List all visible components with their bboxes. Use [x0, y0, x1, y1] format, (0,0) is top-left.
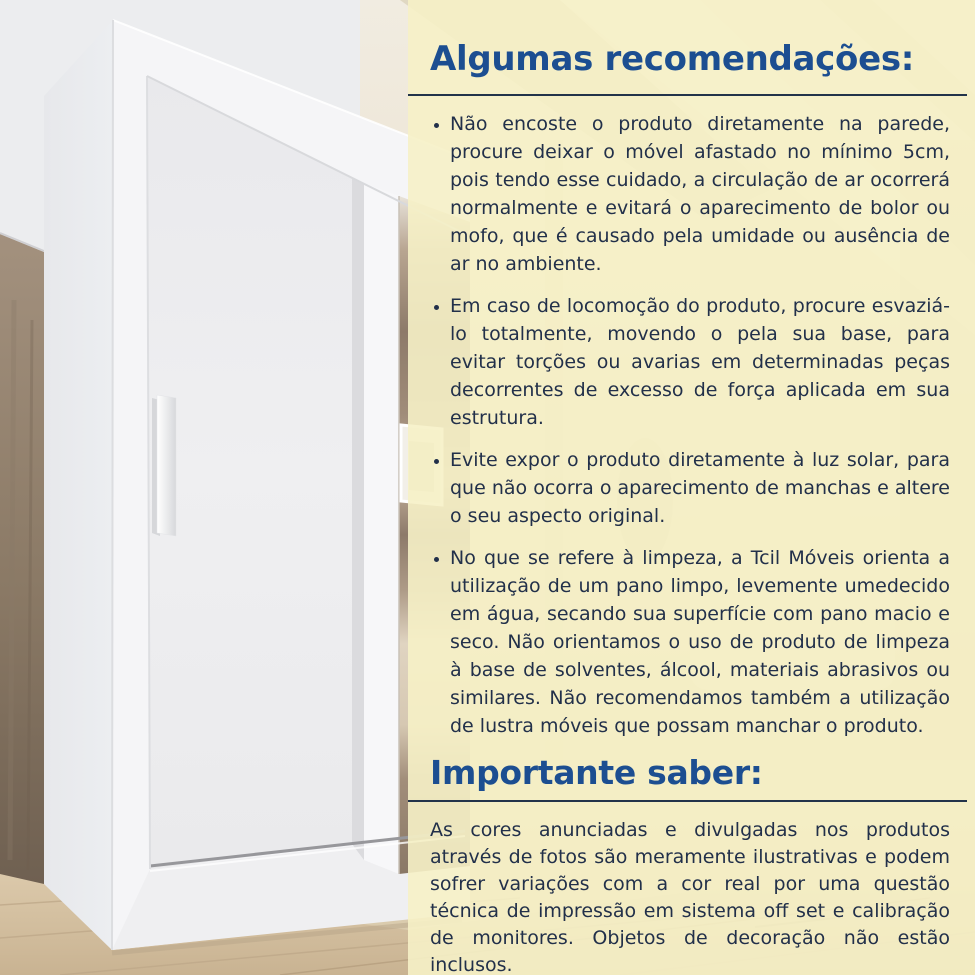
recommendation-item: • No que se refere à limpeza, a Tcil Móveis orienta a utilização de um pano limpo, levemente umedecido em água, secando sua superfície com pano macio e seco. Não orientamos o uso de produto de limpeza à base de solventes, álcool, materiais abrasivos ou similares. Não recomendamos também a utilização de lustra móveis que possam manchar o produto.	[450, 544, 950, 740]
title-divider	[408, 94, 967, 96]
recommendation-item: • Evite expor o produto diretamente à luz solar, para que não ocorra o aparecimento de manchas e altere o seu aspecto original.	[450, 446, 950, 530]
wardrobe-handle	[157, 395, 176, 536]
recommendation-item: • Em caso de locomoção do produto, procure esvaziá-lo totalmente, movendo o pela sua base, para evitar torções ou avarias em determinadas peças decorrentes de excesso de força aplicada em sua estrutura.	[450, 292, 950, 432]
bedroom-wall	[0, 233, 44, 884]
wardrobe-sliding-door	[147, 76, 352, 869]
section-divider	[408, 800, 967, 802]
recommendations-panel	[408, 0, 975, 975]
wardrobe	[44, 20, 470, 953]
wardrobe-side-panel	[44, 20, 113, 950]
panel-title: Algumas recomendações:	[430, 39, 915, 79]
recommendations-list	[408, 110, 975, 740]
important-note: As cores anunciadas e divulgadas nos produtos através de fotos são meramente ilustrativas e podem sofrer variações com a cor real por uma questão técnica de impressão em sistema off set e calibração de monitores. Objetos de decoração não estão inclusos.	[430, 819, 950, 975]
important-title: Importante saber:	[430, 752, 763, 792]
recommendation-item: • Não encoste o produto diretamente na parede, procure deixar o móvel afastado no mínimo 5cm, pois tendo esse cuidado, a circulação de ar ocorrerá normalmente e evitará o aparecimento de bolor ou mofo, que é causado pela umidade ou ausência de ar no ambiente.	[450, 110, 950, 278]
